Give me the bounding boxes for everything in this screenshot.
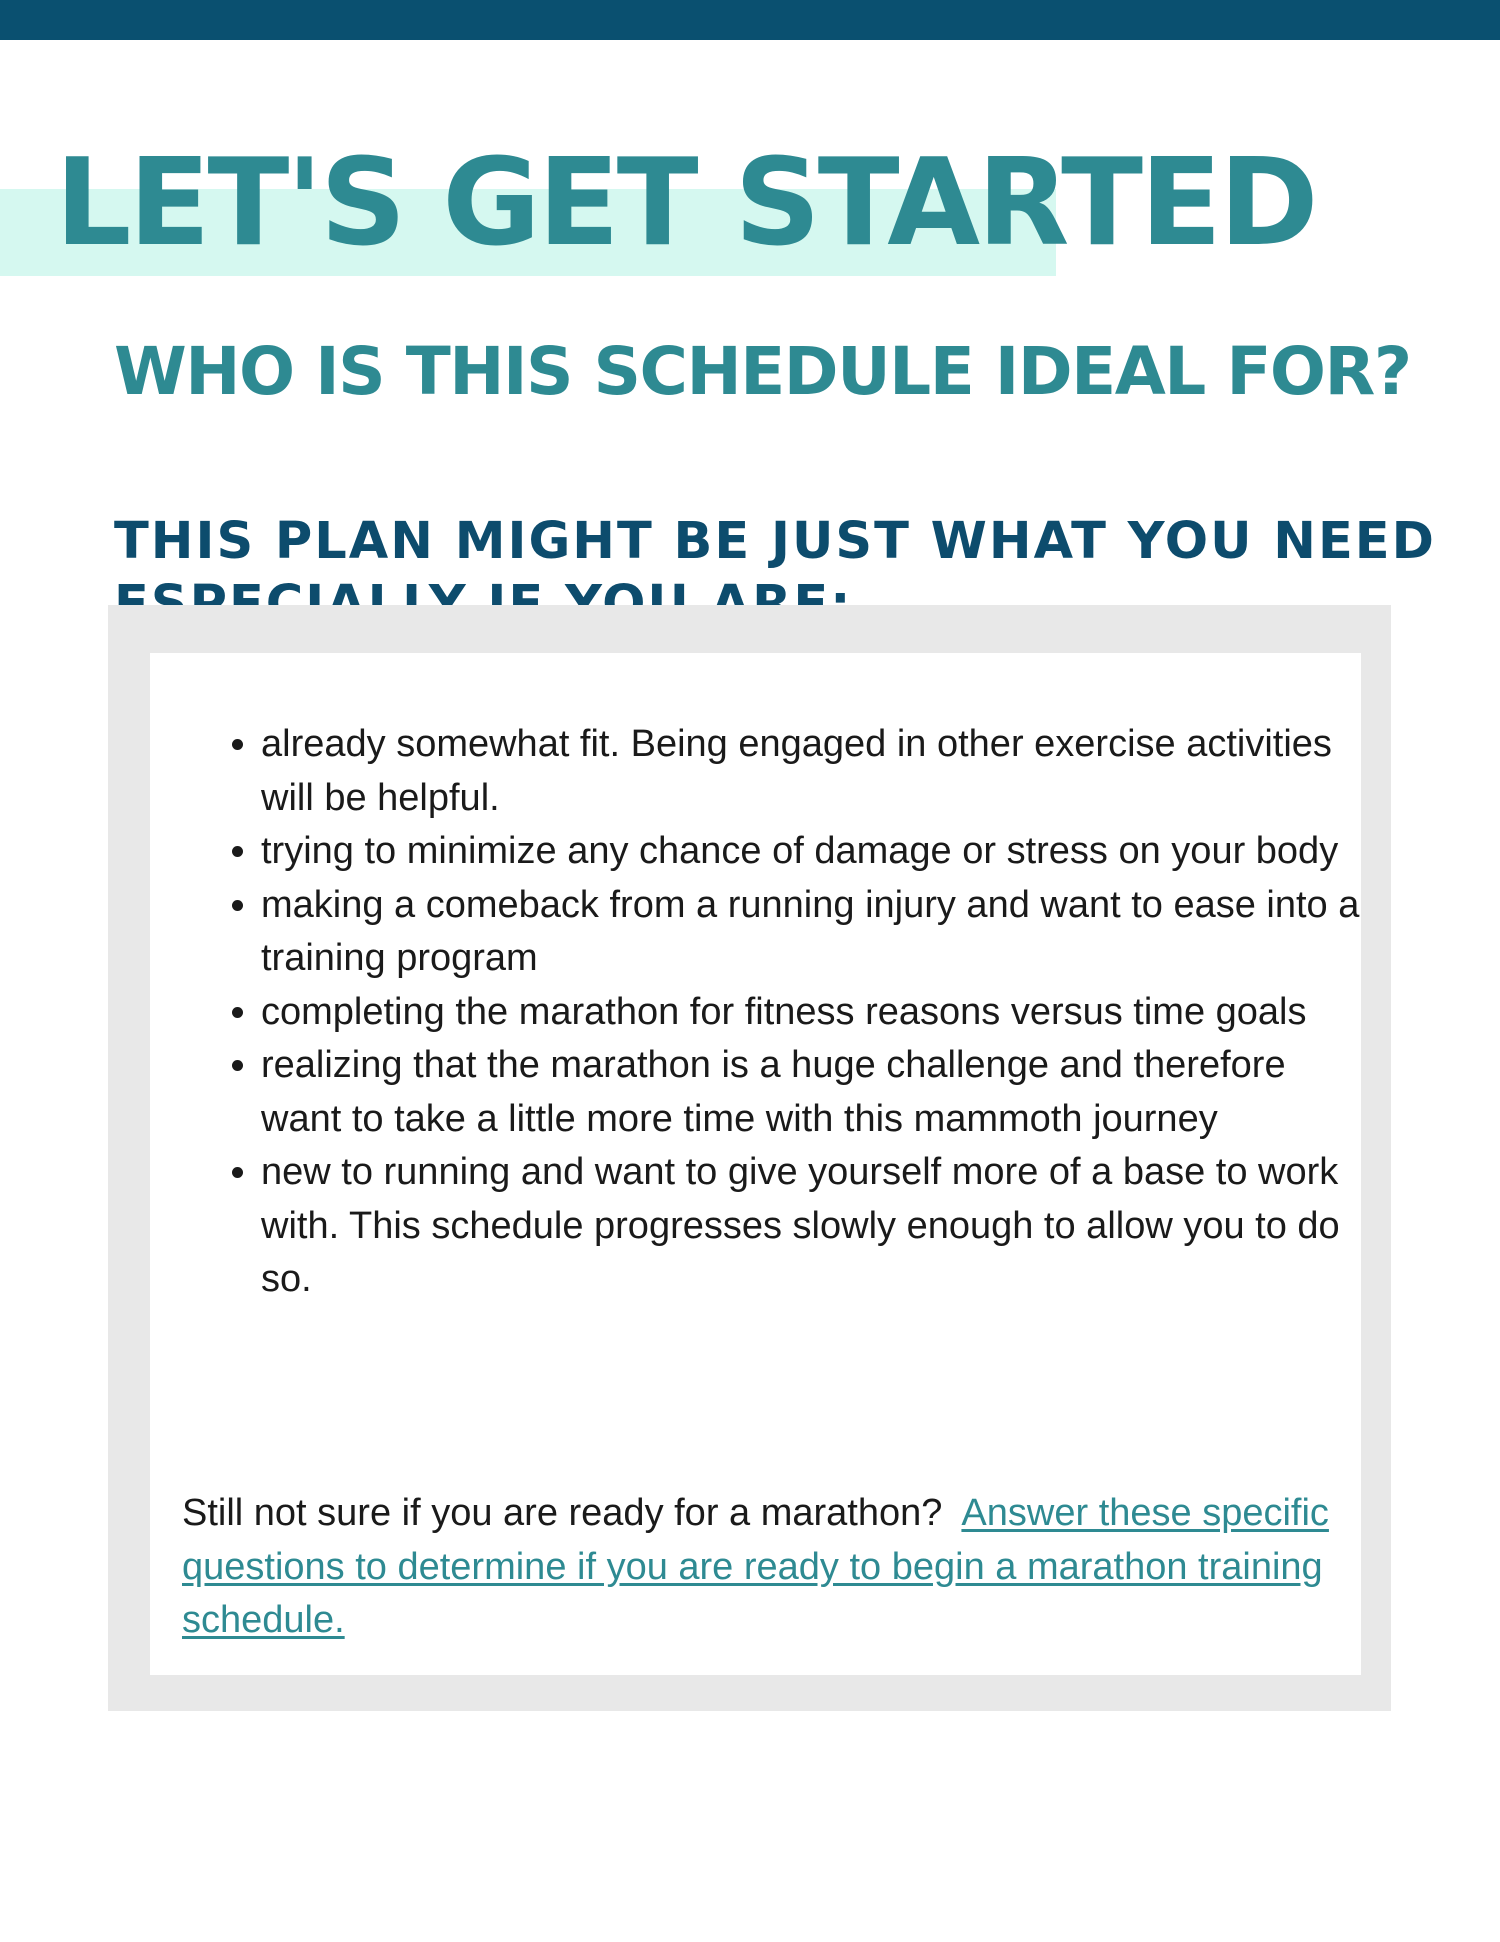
footer-question: Still not sure if you are ready for a marathon? [182, 1492, 943, 1534]
criteria-list [224, 718, 1371, 1307]
list-item: • new to running and want to give yourself more of a base to work with. This schedule progresses slowly enough to allow you to do so. [261, 1146, 1371, 1307]
list-item: • already somewhat fit. Being engaged in other exercise activities will be helpful. [261, 718, 1371, 825]
top-bar [0, 0, 1500, 40]
list-item: • making a comeback from a running injury and want to ease into a training program [261, 879, 1371, 986]
list-item: • trying to minimize any chance of damage or stress on your body [261, 825, 1371, 879]
list-item: • realizing that the marathon is a huge challenge and therefore want to take a little more time with this mammoth journey [261, 1039, 1371, 1146]
page-subtitle: WHO IS THIS SCHEDULE IDEAL FOR? [114, 333, 1411, 410]
page-title: LET'S GET STARTED [55, 134, 1316, 273]
list-item: • completing the marathon for fitness reasons versus time goals [261, 986, 1371, 1040]
plan-heading-line-1: THIS PLAN MIGHT BE JUST WHAT YOU NEED [114, 512, 1436, 571]
footer-note [182, 1487, 1342, 1648]
readiness-questions-link[interactable]: Answer these specific questions to determine if you are ready to begin a marathon training schedule. [182, 1492, 1329, 1641]
